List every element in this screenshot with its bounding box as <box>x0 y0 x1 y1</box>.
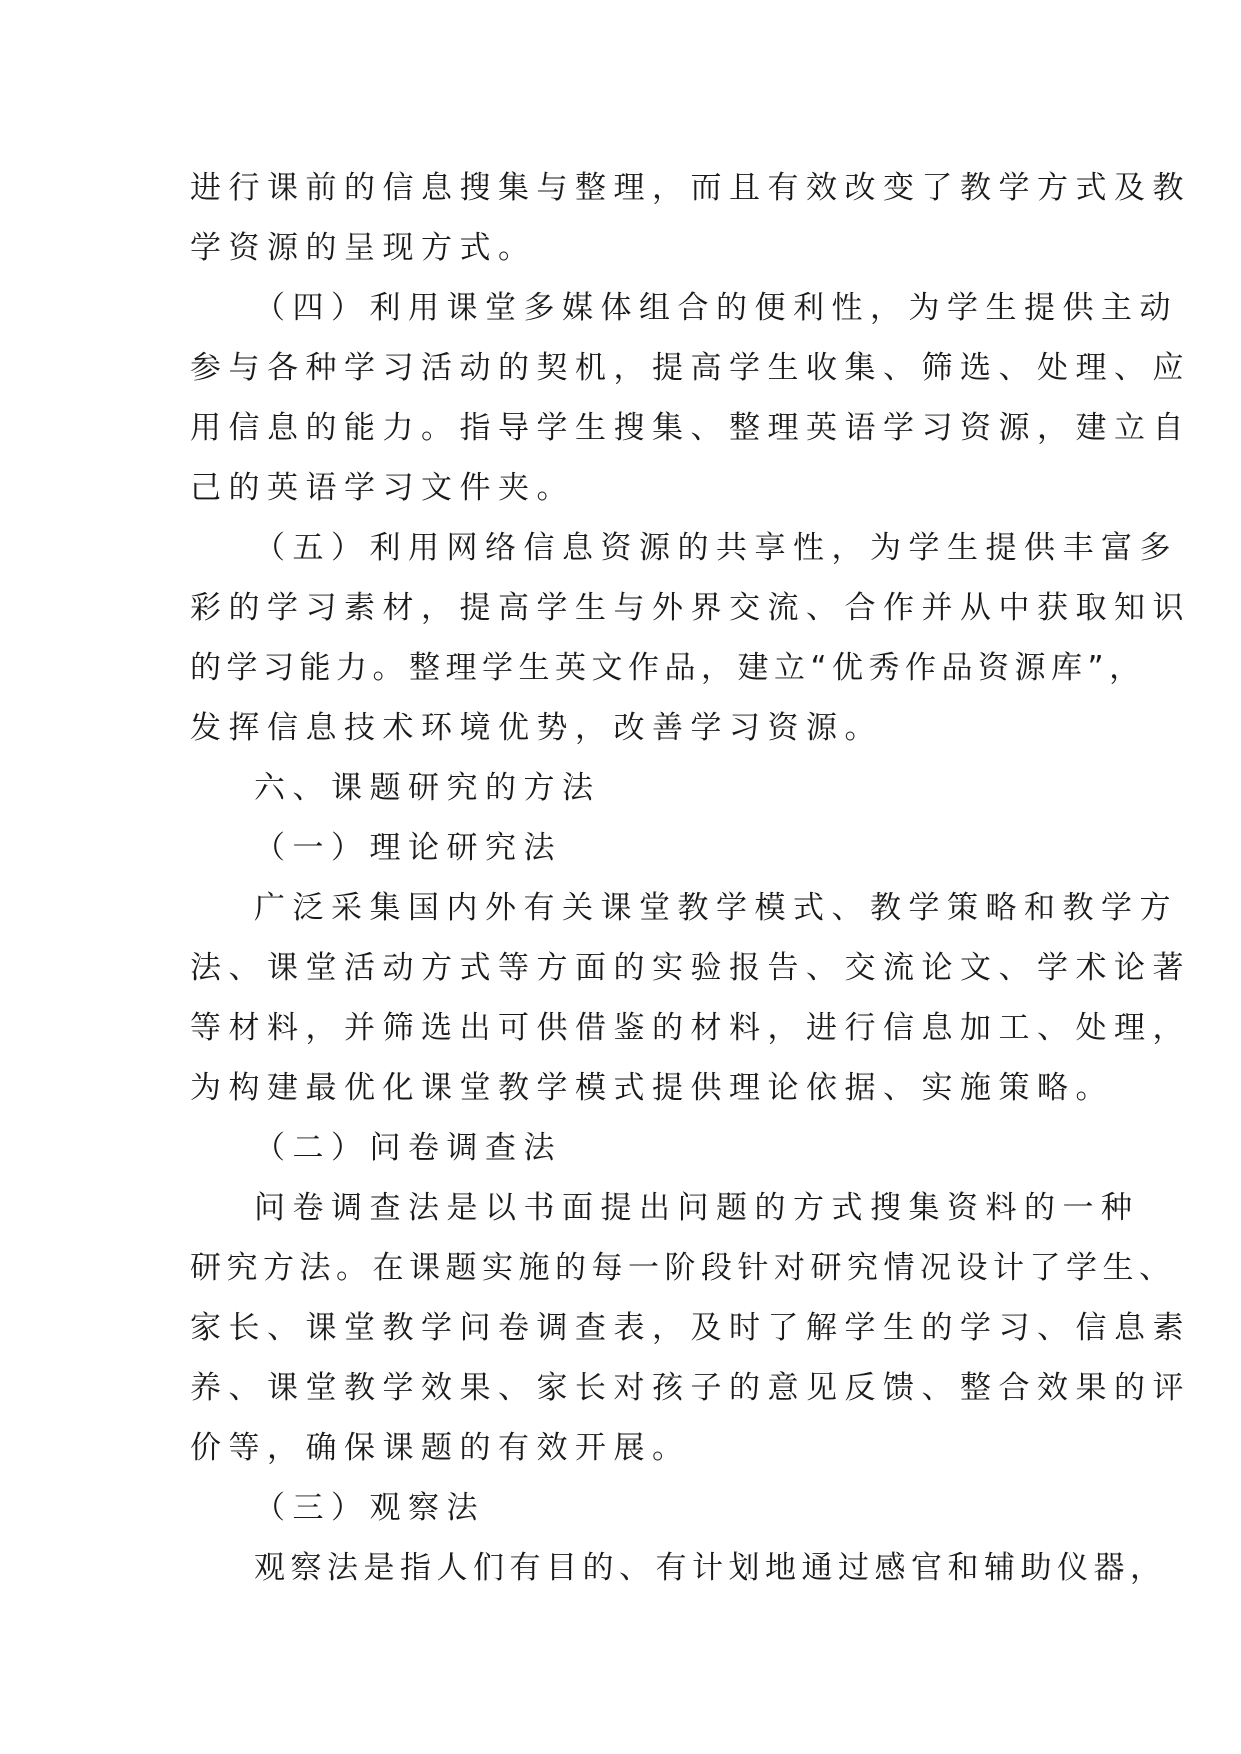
text-line: 家长、课堂教学问卷调查表，及时了解学生的学习、信息素 <box>190 1310 1191 1346</box>
text-line: 等材料，并筛选出可供借鉴的材料，进行信息加工、处理， <box>190 1010 1191 1046</box>
document-body <box>190 158 1191 1598</box>
text-line: （四）利用课堂多媒体组合的便利性，为学生提供主动 <box>254 290 1178 326</box>
text-line: 问卷调查法是以书面提出问题的方式搜集资料的一种 <box>254 1190 1140 1226</box>
subsection-heading: （二）问卷调查法 <box>254 1130 562 1166</box>
text-line: 法、课堂活动方式等方面的实验报告、交流论文、学术论著 <box>190 950 1191 986</box>
text-line: 彩的学习素材，提高学生与外界交流、合作并从中获取知识 <box>190 590 1191 626</box>
text-line: 学资源的呈现方式。 <box>190 230 537 266</box>
text-line: 己的英语学习文件夹。 <box>190 470 575 506</box>
subsection-heading: （三）观察法 <box>254 1490 485 1526</box>
text-line: 进行课前的信息搜集与整理，而且有效改变了教学方式及教 <box>190 170 1191 206</box>
text-line: 的学习能力。整理学生英文作品，建立“优秀作品资源库”， <box>190 650 1146 686</box>
text-line: 观察法是指人们有目的、有计划地通过感官和辅助仪器， <box>254 1550 1167 1586</box>
subsection-heading: （一）理论研究法 <box>254 830 562 866</box>
text-line: 广泛采集国内外有关课堂教学模式、教学策略和教学方 <box>254 890 1178 926</box>
text-line: 研究方法。在课题实施的每一阶段针对研究情况设计了学生、 <box>190 1250 1176 1286</box>
text-line: 用信息的能力。指导学生搜集、整理英语学习资源，建立自 <box>190 410 1191 446</box>
text-line: 发挥信息技术环境优势，改善学习资源。 <box>190 710 883 746</box>
text-line: （五）利用网络信息资源的共享性，为学生提供丰富多 <box>254 530 1178 566</box>
section-heading: 六、课题研究的方法 <box>254 770 601 806</box>
text-line: 养、课堂教学效果、家长对孩子的意见反馈、整合效果的评 <box>190 1370 1191 1406</box>
text-line: 为构建最优化课堂教学模式提供理论依据、实施策略。 <box>190 1070 1114 1106</box>
text-line: 价等，确保课题的有效开展。 <box>190 1430 691 1466</box>
text-line: 参与各种学习活动的契机，提高学生收集、筛选、处理、应 <box>190 350 1191 386</box>
